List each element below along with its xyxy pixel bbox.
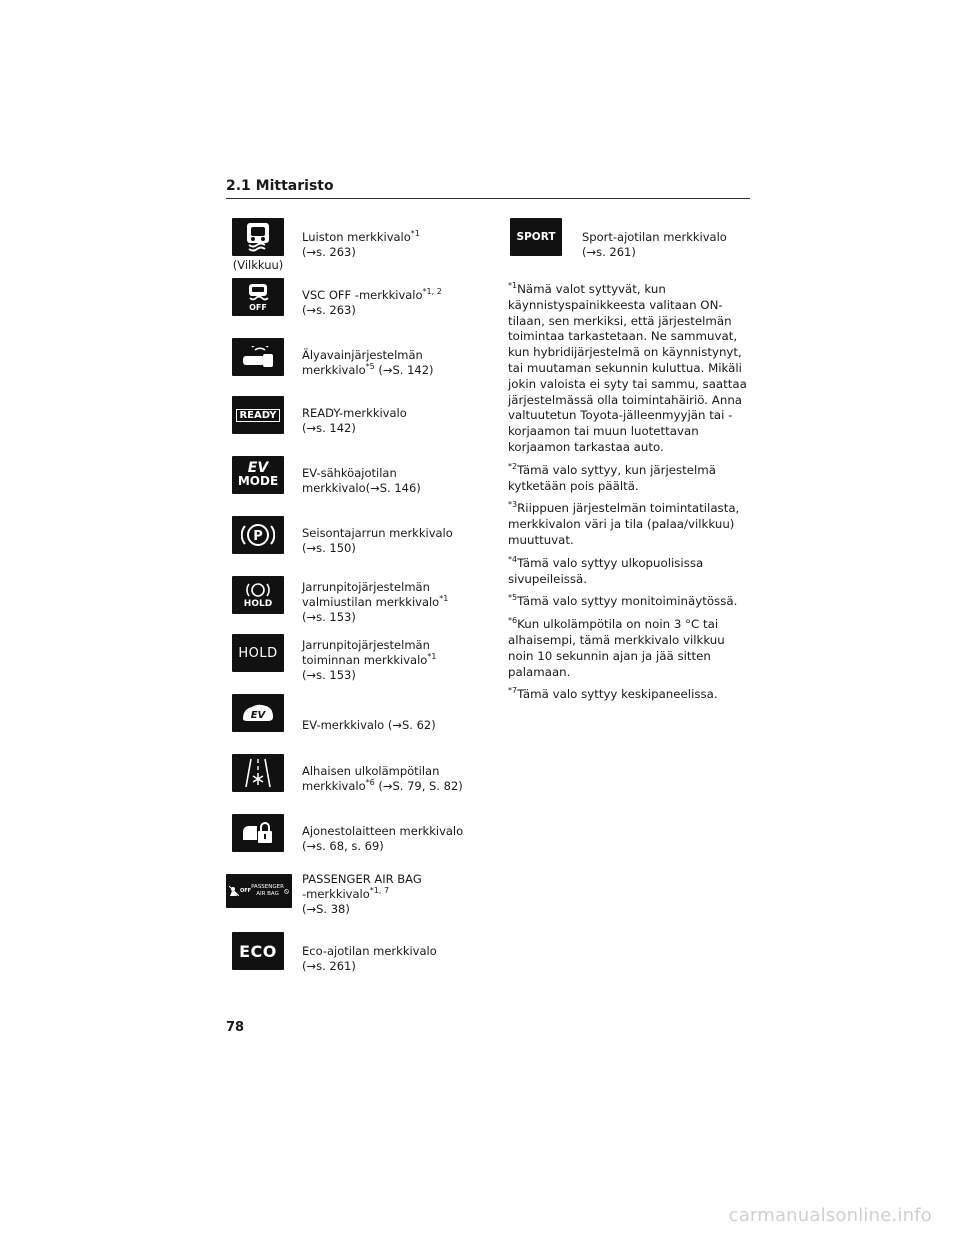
- indicator-text: Älyavainjärjestelmän merkkivalo$^{*5}$ (→S. 142): [302, 348, 434, 377]
- ev-indicator-icon: [232, 694, 284, 732]
- svg-text:P: P: [253, 529, 263, 544]
- indicator-text: Sport-ajotilan merkkivalo (→s. 261): [582, 230, 727, 259]
- eco-icon: ECO: [232, 932, 284, 970]
- ev-mode-icon: EV MODE: [232, 456, 284, 494]
- indicator-text: PASSENGER AIR BAG -merkkivalo$^{*1, 7}$ (→S. 38): [302, 872, 422, 916]
- page-number: 78: [226, 1020, 245, 1035]
- smart-key-icon: [232, 338, 284, 376]
- watermark: carmanualsonline.info: [728, 1205, 932, 1226]
- vsc-off-icon: OFF: [232, 278, 284, 316]
- indicator-text: Alhaisen ulkolämpötilan merkkivalo$^{*6}$ (→S. 79, S. 82): [302, 764, 463, 793]
- section-title: 2.1 Mittaristo: [226, 178, 334, 194]
- indicator-text: Ajonestolaitteen merkkivalo (→s. 68, s. 69): [302, 824, 464, 853]
- slip-indicator-icon: [232, 218, 284, 256]
- footnote: $^{*7}$Tämä valo syttyy keskipaneelissa.: [508, 686, 718, 702]
- indicator-text: Jarrunpitojärjestelmän valmiustilan merkkivalo$^{*1}$ (→s. 153): [302, 580, 449, 624]
- indicator-text: EV-sähköajotilan merkkivalo(→S. 146): [302, 466, 421, 495]
- ready-icon: READY: [232, 396, 284, 434]
- low-outside-temp-icon: [232, 754, 284, 792]
- indicator-text: Luiston merkkivalo$^{*1}$ (→s. 263): [302, 229, 420, 259]
- footnote: $^{*2}$Tämä valo syttyy, kun järjestelmä kytketään pois päältä.: [508, 461, 717, 493]
- footnote: $^{*1}$Nämä valot syttyvät, kun käynnistyspainikkeesta valitaan ON-tilaan, sen merkiksi, että järjestelmän toimintaa tarkastetaan. Ne sammuvat, kun hybridijärjestelmä on käynnistynyt, tai muutaman sekunnin kuluttua. Mikäli jokin valoista ei syty tai sammu, saattaa järjestelmässä olla toimintahäiriö. Anna valtuutetun Toyota-jälleenmyyjän tai -korjaamon tai muun luotettavan korjaamon tarkastaa auto.: [508, 281, 747, 454]
- parking-brake-icon: [232, 516, 284, 554]
- sport-icon: SPORT: [510, 218, 562, 256]
- indicator-text: Jarrunpitojärjestelmän toiminnan merkkivalo$^{*1}$ (→s. 153): [302, 638, 437, 682]
- brake-hold-standby-icon: HOLD: [232, 576, 284, 614]
- brake-hold-operated-icon: HOLD: [232, 634, 284, 672]
- svg-text:EV: EV: [250, 710, 266, 721]
- indicator-text: Seisontajarrun merkkivalo (→s. 150): [302, 526, 453, 555]
- icon-caption: (Vilkkuu): [232, 258, 284, 272]
- footnotes: [508, 282, 753, 710]
- indicator-text: VSC OFF -merkkivalo$^{*1, 2}$ (→s. 263): [302, 287, 442, 317]
- footnote: $^{*6}$Kun ulkolämpötila on noin 3 °C tai alhaisempi, tämä merkkivalo vilkkuu noin 10 sekunnin ajan ja jää sitten palamaan.: [508, 616, 725, 679]
- indicator-text: EV-merkkivalo (→S. 62): [302, 718, 436, 732]
- passenger-airbag-icon: OFF PASSENGER AIR BAG: [226, 874, 292, 908]
- section-divider: [226, 198, 750, 199]
- footnote: $^{*4}$Tämä valo syttyy ulkopuolisissa sivupeileissä.: [508, 554, 704, 586]
- footnote: $^{*5}$Tämä valo syttyy monitoiminäytössä.: [508, 593, 738, 609]
- security-indicator-icon: [232, 814, 284, 852]
- indicator-text: Eco-ajotilan merkkivalo (→s. 261): [302, 944, 437, 973]
- footnote: $^{*3}$Riippuen järjestelmän toimintatilasta, merkkivalon väri ja tila (palaa/vilkkuu) muuttuvat.: [508, 500, 740, 547]
- indicator-text: READY-merkkivalo (→s. 142): [302, 406, 407, 435]
